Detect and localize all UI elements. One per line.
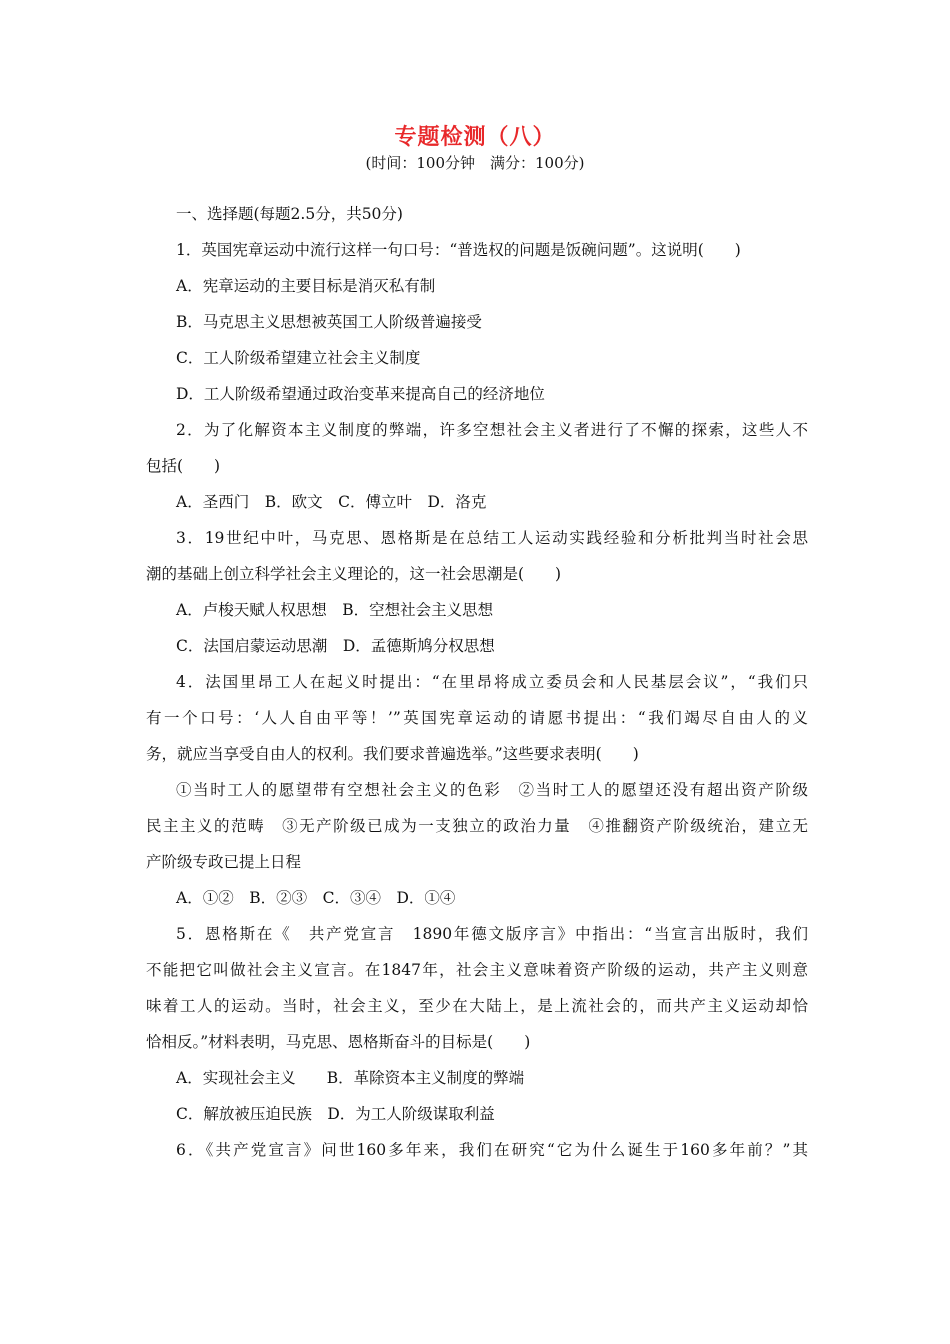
- question-stem: 包括( ): [146, 457, 221, 475]
- question-stem: 味着工人的运动。当时，社会主义，至少在大陆上，是上流社会的，而共产主义运动却恰: [146, 997, 808, 1015]
- question-stem: 5．恩格斯在《 共产党宣言 1890年德文版序言》中指出：“当宣言出版时，我们: [176, 925, 808, 943]
- question-stem: 不能把它叫做社会主义宣言。在1847年，社会主义意味着资产阶级的运动，共产主义则意: [146, 961, 808, 979]
- question-stem: 6．《共产党宣言》问世160多年来，我们在研究“它为什么诞生于160多年前？”其: [176, 1141, 808, 1159]
- option: C．工人阶级希望建立社会主义制度: [176, 349, 421, 367]
- page-title: 专题检测（八）: [394, 125, 556, 150]
- question-stem: 2．为了化解资本主义制度的弊端，许多空想社会主义者进行了不懈的探索，这些人不: [176, 421, 808, 439]
- option: C．法国启蒙运动思潮 D．孟德斯鸠分权思想: [176, 637, 495, 655]
- question-stem: 4．法国里昂工人在起义时提出：“在里昂将成立委员会和人民基层会议”，“我们只: [176, 673, 808, 691]
- option: A．圣西门 B．欧文 C．傅立叶 D．洛克: [176, 493, 487, 511]
- question-stem: 务，就应当享受自由人的权利。我们要求普遍选举。”这些要求表明( ): [146, 745, 639, 763]
- question-stem: 有一个口号：‘人人自由平等！’”英国宪章运动的请愿书提出：“我们竭尽自由人的义: [146, 709, 808, 727]
- option: A．卢梭天赋人权思想 B．空想社会主义思想: [176, 601, 494, 619]
- option: C．解放被压迫民族 D．为工人阶级谋取利益: [176, 1105, 495, 1123]
- option: A．宪章运动的主要目标是消灭私有制: [176, 277, 436, 295]
- question-stem: 潮的基础上创立科学社会主义理论的，这一社会思潮是( ): [146, 565, 562, 583]
- question-stem: 1．英国宪章运动中流行这样一句口号：“普选权的问题是饭碗问题”。这说明( ): [176, 241, 741, 259]
- option: D．工人阶级希望通过政治变革来提高自己的经济地位: [176, 385, 545, 403]
- question-stem: 3．19世纪中叶，马克思、恩格斯是在总结工人运动实践经验和分析批判当时社会思: [176, 529, 808, 547]
- question-stem: 恰相反。”材料表明，马克思、恩格斯奋斗的目标是( ): [146, 1033, 531, 1051]
- document-body: [146, 198, 808, 1170]
- page-subtitle: (时间：100分钟 满分：100分): [365, 154, 585, 172]
- option: B．马克思主义思想被英国工人阶级普遍接受: [176, 313, 482, 331]
- statement: 产阶级专政已提上日程: [146, 853, 302, 871]
- statement: 民主主义的范畴 ③无产阶级已成为一支独立的政治力量 ④推翻资产阶级统治，建立无: [146, 817, 808, 835]
- statement: ①当时工人的愿望带有空想社会主义的色彩 ②当时工人的愿望还没有超出资产阶级: [176, 781, 808, 799]
- option: A．①② B．②③ C．③④ D．①④: [176, 889, 456, 907]
- option: A．实现社会主义 B．革除资本主义制度的弊端: [176, 1069, 525, 1087]
- section-heading: 一、选择题(每题2.5分，共50分): [176, 205, 403, 223]
